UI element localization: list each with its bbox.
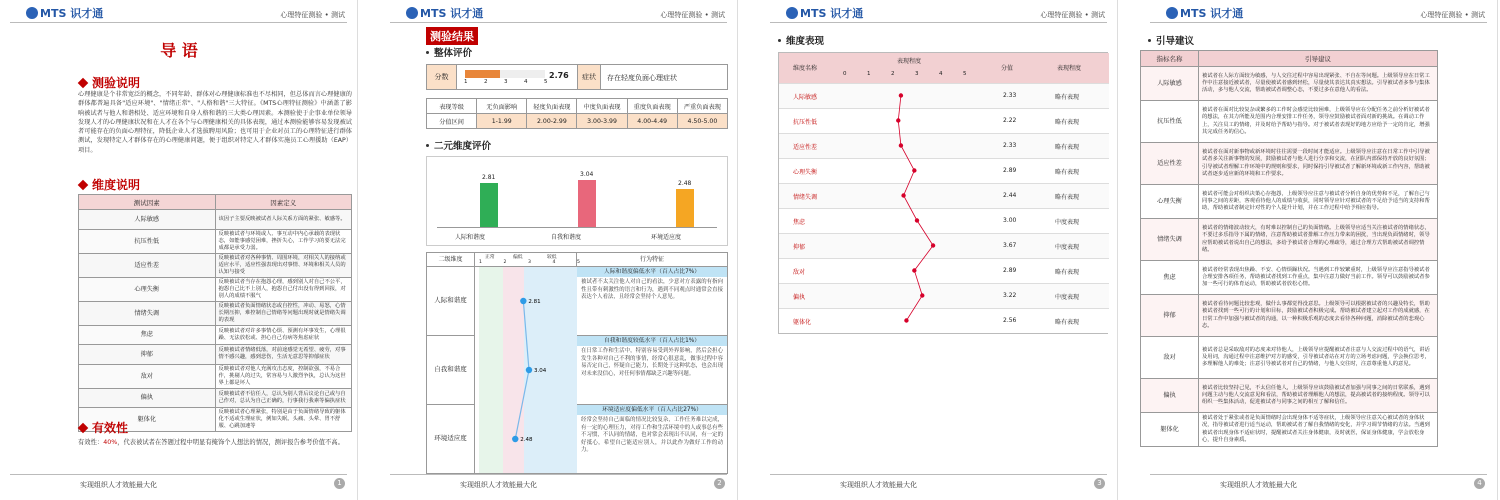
detail-point-label: 2.48 bbox=[520, 437, 533, 443]
degree-tick-label: 0 bbox=[843, 71, 847, 77]
table-header: 二级维度 bbox=[427, 253, 475, 267]
section-heading-dimensions: 维度说明 bbox=[78, 176, 140, 193]
table-row: 抗压性低 反映被试者与环境或人、事互动中内心承载的表现状态，如能事感觉困难，挫折失心，工作学习的要无法完成都是承受力弱。 bbox=[79, 229, 352, 253]
page-header bbox=[1150, 3, 1487, 23]
behavior-cell bbox=[577, 267, 727, 336]
detail-tick-label: 3 bbox=[528, 260, 531, 265]
dimension-level: 略有表现 bbox=[1055, 94, 1080, 101]
footer-slogan: 实现组织人才效能最大化 bbox=[460, 481, 537, 489]
dimension-score: 3.67 bbox=[1003, 242, 1017, 249]
page-footer bbox=[1150, 474, 1487, 492]
score-track bbox=[465, 70, 545, 78]
dimension-level: 略有表现 bbox=[1055, 269, 1080, 276]
page-footer bbox=[10, 474, 347, 492]
table-header: 分值 bbox=[1001, 65, 1014, 72]
score-fill-bar bbox=[465, 70, 500, 78]
x-tick-label: 人际和谐度 bbox=[455, 234, 486, 241]
section-heading-validity: 有效性 bbox=[78, 419, 128, 436]
dimension-name: 情绪失调 bbox=[793, 194, 818, 201]
page-number: 1 bbox=[334, 478, 345, 489]
guidance-heading: 引导建议 bbox=[1148, 33, 1194, 47]
detail-plot bbox=[475, 267, 577, 473]
dimension-name: 敌对 bbox=[793, 269, 806, 276]
diamond-icon bbox=[78, 78, 89, 89]
dimension-level: 中度表现 bbox=[1055, 294, 1080, 301]
dimension-performance-table bbox=[778, 52, 1108, 334]
report-page-2 bbox=[380, 0, 738, 500]
dimension-name: 适应性差 bbox=[793, 144, 818, 151]
table-row: 抑郁 被试者看待问题比较悲观，做什么事都觉得没意思。上级领导可以根据被试者的兴趣及特长，帮助被试者找到一些可行的计划和目标，鼓励被试者积极完成。帮助被试者建立起对工作的成就感，在日常工作中加强与被试者的沟通，以一种积极乐观的态度去看待各种问题，消除被试者的悲观心态。 bbox=[1141, 295, 1438, 337]
dimension-point bbox=[899, 143, 903, 147]
table-row: 心理失衡 被试者可能会对组织决策心存抱怨，上级领导应注意与被试者分析自身的优势和不足，了解自己与同事之间的差距，客观看待他人的成绩与收获，同时领导应针对被试者的不足给予适当的支持和帮助，帮助被试者制定针对性的个人提升计划，并在工作过程中给予相应指导。 bbox=[1141, 185, 1438, 219]
dimension-point bbox=[915, 218, 919, 222]
page-number: 3 bbox=[1094, 478, 1105, 489]
dimension-level: 略有表现 bbox=[1055, 169, 1080, 176]
bar-plot-area bbox=[427, 157, 727, 227]
behavior-cell bbox=[577, 336, 727, 405]
dimension-score: 2.22 bbox=[1003, 117, 1017, 124]
degree-tick-label: 1 bbox=[867, 71, 871, 77]
table-row: 抑郁 反映被试者情绪低落，对前途感觉无希望、疲劳，对事情不感兴趣，感到悲伤，生活无意思等抑郁症状 bbox=[79, 345, 352, 365]
score-value: 2.76 bbox=[549, 71, 569, 80]
dimension-point bbox=[912, 268, 916, 272]
dimension-score: 2.89 bbox=[1003, 267, 1017, 274]
status-label: 症状 bbox=[577, 65, 601, 89]
table-row: 适应性差 被试者在面对新事物或新环境时往往需要一段时间才能适应。上级领导应注意在日常工作中引导被试者多关注新事物的发展，鼓励被试者与他人进行分享和交流，在团队内部保持开放的良好氛围；引导被试者理解工作环境中的规则和要求，同时保持引导被试者了解新环境或新工作内容，帮助被试者逐步适应新的环境和工作要求。 bbox=[1141, 143, 1438, 185]
header-title: 心理特征测验 • 测试 bbox=[1420, 11, 1485, 19]
level-table: 表现等级 无负面影响 轻度负面表现 中度负面表现 重度负面表现 严重负面表现 分值区间 1-1.99 2.00-2.99 3.00-3.99 4.00-4.49 4.50-5.00 bbox=[426, 98, 728, 129]
validity-line: 有效性：40%，代表被试者在答题过程中明显有掩饰个人想法的情况，测评报告参考价值不高。 bbox=[78, 439, 344, 446]
table-header: 表现程度 bbox=[1057, 65, 1082, 72]
dimension-point bbox=[931, 243, 935, 247]
binary-heading: 二元维度评价 bbox=[426, 138, 491, 152]
degree-tick-label: 5 bbox=[963, 71, 967, 77]
dimension-point bbox=[901, 193, 905, 197]
behavior-text: 在日常工作和生活中，特别容易受到外界影响，然后会担心发生各种对自己不利的事情，经常心很意乱，做事过程中容易否定自己，怀疑自己能力，长期处于这种状态，也会出现对未来没信心，对任何事情都缺乏兴趣等问题。 bbox=[581, 348, 723, 377]
page-number: 4 bbox=[1474, 478, 1485, 489]
dimension-point bbox=[920, 293, 924, 297]
score-ticks bbox=[464, 79, 548, 87]
degree-tick-label: 4 bbox=[939, 71, 943, 77]
dimension-name: 抑郁 bbox=[793, 244, 806, 251]
table-row: 偏执 反映被试者不信任人，总认为别人背后议论自己或与自己作对，总认为自己正确的，行事我行我素等偏执症状 bbox=[79, 388, 352, 408]
table-header: 测试因素 bbox=[79, 195, 216, 210]
logo-mark-icon bbox=[1166, 7, 1178, 19]
dimension-point bbox=[896, 118, 900, 122]
table-row: 敌对 反映被试者对他人充满攻击态度，控制欲强，不易合作，挑剔人的过失，常容易与人激烈争执，总认为这世界上都是坏人 bbox=[79, 364, 352, 388]
dimension-point bbox=[899, 93, 903, 97]
overall-heading: 整体评价 bbox=[426, 45, 472, 59]
brand-logo: MTS 识才通 bbox=[786, 5, 863, 21]
score-tick-label: 3 bbox=[504, 79, 508, 85]
score-tick-label: 5 bbox=[544, 79, 548, 85]
dimension-heading: 维度表现 bbox=[778, 33, 824, 47]
footer-slogan: 实现组织人才效能最大化 bbox=[1220, 481, 1297, 489]
degree-tick-label: 2 bbox=[891, 71, 895, 77]
header-title: 心理特征测验 • 测试 bbox=[660, 11, 725, 19]
logo-mark-icon bbox=[786, 7, 798, 19]
page-header bbox=[390, 3, 727, 23]
dimension-score: 3.00 bbox=[1003, 217, 1017, 224]
behavior-text: 经常会坚持自己面临的情况比较复杂，工作任务难以完成，有一定的心理压力，对待工作和生活环境中的人或事总有些不习惯，不认同的情绪，也对常会表现出不认同，有一定的好抵心，希望自己能适应别人，并以此作为做好工作的动力。 bbox=[581, 417, 723, 454]
bar-value-label: 3.04 bbox=[580, 170, 594, 178]
dimension-level: 中度表现 bbox=[1055, 244, 1080, 251]
logo-mark-icon bbox=[406, 7, 418, 19]
dimension-level: 略有表现 bbox=[1055, 194, 1080, 201]
page-header bbox=[770, 3, 1107, 23]
page-number: 2 bbox=[714, 478, 725, 489]
report-page-4 bbox=[1140, 0, 1498, 500]
table-row: 心理失衡 反映被试者当存在抱怨心理，感到别人对自己不公平，抱怨自己比不上别人，抱怨自己付出没有得到回报，对别人的成绩不服气 bbox=[79, 277, 352, 301]
detail-point-label: 3.04 bbox=[533, 368, 547, 374]
guidance-table bbox=[1140, 50, 1438, 447]
page-footer bbox=[770, 474, 1107, 492]
dimension-name: 自我和谐度 bbox=[427, 336, 475, 405]
bar-mark bbox=[578, 180, 596, 227]
bar-mark bbox=[480, 183, 498, 227]
dimension-score: 2.56 bbox=[1003, 317, 1017, 324]
detail-point bbox=[526, 367, 532, 373]
dimension-line-chart bbox=[843, 83, 983, 333]
score-tick-label: 2 bbox=[484, 79, 488, 85]
table-header: 表现程度 bbox=[897, 58, 922, 65]
table-row: 情绪失调 反映被试者负面情绪状态或自控性，冲动、易怒，心情长期压抑，难控制自己情绪等问题出现时就是情绪失调的表现 bbox=[79, 301, 352, 325]
dimension-score: 2.33 bbox=[1003, 142, 1017, 149]
table-row: 躯体化 被试者处于紧张或者是负面情绪时会出现身体不适等症状，上级领导应注意关心被试者的身体状况，指导被试者进行适当运动，帮助被试者了解自我情绪的变化，并学习调节情绪的方法。当遇到被试者出现身体不适症状时，提醒被试者关注身体健康，及时就医，保证身体健康，学会放松身心，提升自身素质。 bbox=[1141, 413, 1438, 447]
dimension-name: 心理失衡 bbox=[793, 169, 818, 176]
degree-tick-label: 3 bbox=[915, 71, 919, 77]
dimension-score: 3.22 bbox=[1003, 292, 1017, 299]
behavior-cell bbox=[577, 405, 727, 473]
table-row: 敌对 被试者总是采取敌对的态度来对待他人，上级领导应提醒被试者注意与人交流过程中的语气，讲话及用词，沟通过程中注意维护对方的感受，引导被试者站在对方的立场考虑问题，学会换位思考，多理解他人的难处；注意引导被试者对自己的情绪，与他人交往时，注意尊重他人的意见。 bbox=[1141, 337, 1438, 379]
x-axis bbox=[437, 227, 717, 228]
header-title: 心理特征测验 • 测试 bbox=[1040, 11, 1105, 19]
binary-bar-chart bbox=[426, 156, 728, 246]
table-row: 躯体化 反映被试者心理紧张，特别是由于负面情绪导致的躯体化不适或生理症状，例如失眠、头痛、头晕、胃不舒服、心跳加速等 bbox=[79, 408, 352, 432]
dimension-point bbox=[912, 168, 916, 172]
results-badge: 测验结果 bbox=[426, 25, 478, 45]
table-header: 指标名称 bbox=[1141, 51, 1199, 67]
table-row: 人际敏感 该因子主要反映被试者人际关系方面的紧张、敏感等。 bbox=[79, 210, 352, 230]
detail-tick-label: 2 bbox=[503, 260, 507, 265]
score-box bbox=[426, 64, 728, 90]
footer-slogan: 实现组织人才效能最大化 bbox=[840, 481, 917, 489]
behavior-subtitle: 人际和谐度偏低水平（百人占比7%） bbox=[577, 267, 727, 277]
dimension-score: 2.33 bbox=[1003, 92, 1017, 99]
logo-mark-icon bbox=[26, 7, 38, 19]
detail-tick-label: 4 bbox=[552, 260, 556, 265]
validity-value: 40% bbox=[103, 439, 118, 446]
detail-tick-label: 5 bbox=[577, 260, 580, 265]
degree-ticks bbox=[843, 71, 983, 81]
x-tick-label: 环境适应度 bbox=[651, 234, 682, 241]
brand-logo: MTS 识才通 bbox=[1166, 5, 1243, 21]
table-header: 行为特征 bbox=[577, 253, 727, 267]
dimension-series-line bbox=[898, 96, 933, 321]
footer-slogan: 实现组织人才效能最大化 bbox=[80, 481, 157, 489]
score-label: 分数 bbox=[427, 65, 457, 89]
status-value: 存在轻度负面心理症状 bbox=[607, 74, 677, 82]
brand-logo: MTS 识才通 bbox=[406, 5, 483, 21]
page-footer bbox=[390, 474, 727, 492]
detail-tick-label: 1 bbox=[479, 260, 482, 265]
dimension-name: 偏执 bbox=[793, 294, 806, 301]
dimension-level: 略有表现 bbox=[1055, 144, 1080, 151]
report-page-1 bbox=[0, 0, 358, 500]
dimension-name: 人际敏感 bbox=[793, 94, 818, 101]
detail-line-chart bbox=[475, 267, 577, 473]
table-header: 维度名称 bbox=[793, 65, 818, 72]
dimension-score: 2.89 bbox=[1003, 167, 1017, 174]
x-tick-label: 自我和谐度 bbox=[551, 234, 582, 241]
dimension-name: 躯体化 bbox=[793, 319, 812, 326]
intro-paragraph: 心理健康是个非常宽泛的概念，不同年龄、群体对心理健康标准也不尽相同，但总体而言心理健康的群体都普遍具备"适应环境"、"情绪正常"、"人格和谐"三大特征。《MTS心理特征测验》中涵盖了影响被试者与他人和谐相处、适应环境和自身人格和谐的三大类心理因素。本测验使于企事业单位领导发现人才的心理健康状况和在人才在各个与心理健康相关的具体表现，通过本测验能够容易发现被试者可能存在的负面心理特征，降低企业人才选拔聘用风险；也可用于企业对员工的心理特征进行群体测试，发现特定人才群体存在的心理健康问题，便于组织对特定人才群体实施员工心理援助（EAP）项目。 bbox=[78, 91, 352, 154]
detail-point bbox=[520, 298, 526, 304]
bar-value-label: 2.81 bbox=[482, 174, 496, 182]
detail-table bbox=[426, 252, 728, 474]
table-row: 适应性差 反映被试者对各种事情、周围环境，对相关人的接纳或适应水平，适应性强表现出对事情、环境和相关人员的认知与接受 bbox=[79, 253, 352, 277]
table-header-levels: 正常 偏低 较低 1 2 3 4 5 bbox=[475, 253, 577, 267]
dimension-table bbox=[78, 194, 352, 432]
table-header: 引导建议 bbox=[1199, 51, 1438, 67]
page-title: 导 语 bbox=[160, 41, 198, 60]
bar-mark bbox=[676, 189, 694, 227]
table-row: 抗压性低 被试者在面对比较复杂或繁多的工作时会感觉比较困难，上级领导应在分配任务之前分析好被试者的想法，在其力所能及范围内合理安排工作任务，领导应鼓励被试者面对新的挑战。在调动工作上，关注员工的情绪，并及时给予帮助与指导。对于被试者表现好的地方应给予一定的肯定，增强其完成任务的信心。 bbox=[1141, 101, 1438, 143]
section-heading-intro: 测验说明 bbox=[78, 74, 140, 91]
bar-value-label: 2.48 bbox=[678, 179, 692, 187]
dimension-name: 抗压性低 bbox=[793, 119, 818, 126]
table-row: 偏执 被试者比较坚持己见，不太信任他人，上级领导应该鼓励被试者加强与同事之间的日常联系，遇到问题主动与他人交流意见和看法，帮助被试者理解他人的想法，提高被试者的接纳程度。领导可以组织一些集体活动，促进被试者与同事之间的相互了解和信任。 bbox=[1141, 379, 1438, 413]
detail-point-label: 2.81 bbox=[528, 299, 541, 305]
dimension-score: 2.44 bbox=[1003, 192, 1017, 199]
dimension-point bbox=[904, 318, 908, 322]
table-header: 因素定义 bbox=[215, 195, 352, 210]
behavior-subtitle: 环境适应度偏低水平（百人占比27%） bbox=[577, 405, 727, 415]
table-row: 情绪失调 被试者的情绪波动较大，有时难以控制自己的负面情绪。上级领导应适当关注被试者的情绪状态，不要过多乐指导下属的情绪，注意帮助被试者排解工作压力带来的困扰，当出现负面情绪时，领导应帮助被试者说出自己的想法，多给予被试者合理的心理疏导，通过合理方式帮助被试者调控情绪。 bbox=[1141, 219, 1438, 261]
detail-point bbox=[512, 436, 518, 442]
score-tick-label: 4 bbox=[524, 79, 528, 85]
diamond-icon bbox=[78, 180, 89, 191]
table-row: 人际敏感 被试者在人际方面较为敏感，与人交往过程中容易出现紧张、不自在等问题。上级领导应在日常工作中注意接近被试者，尽量使被试者感到轻松，尽量使其表达其真实想法。引导被试者多参与集体活动，多与他人交流，帮助被试者调整心态，不要过多在意他人的看法。 bbox=[1141, 67, 1438, 101]
dimension-level: 略有表现 bbox=[1055, 319, 1080, 326]
report-page-3 bbox=[760, 0, 1118, 500]
dimension-level: 略有表现 bbox=[1055, 119, 1080, 126]
behavior-text: 被试者不太关注他人对自己的看法，少意对方表露的有指向性且带有刺激性的语言和行为，遇到不同观点时通常会直接表达个人看法，且经常会坚持个人意见。 bbox=[581, 279, 723, 301]
table-row: 焦虑 被试者经常表现出焦躁、不安、心情烦躁状况。当遇到工作较繁重时，上级领导应注意指导被试者合理安排各项任务，帮助被试者找到工作重点，集中注意力做好当前工作。领导可以鼓励被试者参加一些可行的体育运动，帮助被试者放松心情。 bbox=[1141, 261, 1438, 295]
brand-logo: MTS 识才通 bbox=[26, 5, 103, 21]
header-title: 心理特征测验 • 测试 bbox=[280, 11, 345, 19]
dimension-name: 焦虑 bbox=[793, 219, 806, 226]
diamond-icon bbox=[78, 423, 89, 434]
dimension-name: 人际和谐度 bbox=[427, 267, 475, 336]
page-header bbox=[10, 3, 347, 23]
behavior-subtitle: 自我和谐度较低水平（百人占比1%） bbox=[577, 336, 727, 346]
dimension-level: 中度表现 bbox=[1055, 219, 1080, 226]
table-row: 焦虑 反映被试者对许多事情心烦、预测有坏事发生，心理很躁、无法放松或、担心自己有病等焦虑症状 bbox=[79, 325, 352, 345]
dimension-name: 环境适应度 bbox=[427, 405, 475, 473]
score-tick-label: 1 bbox=[464, 79, 468, 85]
